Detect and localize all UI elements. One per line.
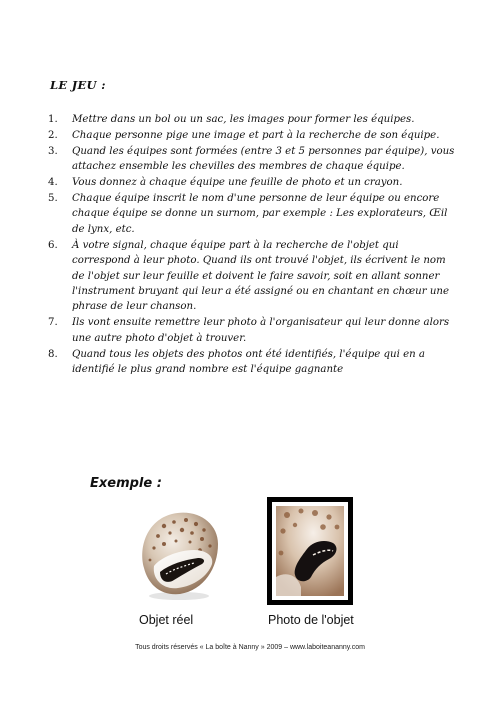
- list-item: [46, 315, 456, 346]
- footer-copyright: Tous droits réservés « La boîte à Nanny » 2009 – www.laboiteananny.com: [135, 644, 365, 651]
- item-number: 7.: [48, 317, 58, 329]
- item-text: Quand les équipes sont formées (entre 3 et 5 personnes par équipe), vous attachez ensemble les chevilles des membres de chaque équipe.: [72, 145, 455, 173]
- item-text: Mettre dans un bol ou un sac, les images pour former les équipes.: [72, 114, 415, 125]
- cowrie-shell-image: [134, 506, 224, 602]
- list-item: [46, 347, 456, 378]
- photo-object-caption: Photo de l'objet: [268, 613, 354, 627]
- item-number: 5.: [48, 193, 58, 205]
- item-text: Ils vont ensuite remettre leur photo à l'organisateur qui leur donne alors une autre photo d'objet à trouver.: [72, 317, 450, 344]
- item-number: 4.: [48, 177, 58, 189]
- photo-frame-image: [267, 497, 353, 605]
- item-text: À votre signal, chaque équipe part à la recherche de l'objet qui correspond à leur photo. Quand ils ont trouvé l'objet, ils écrivent le nom de l'objet sur leur feuille et doivent le faire savoir, soit en allant sonner l'instrument bruyant qui leur a été assigné ou en chantant en chœur une phrase de leur chanson.: [72, 239, 449, 313]
- item-text: Chaque équipe inscrit le nom d'une personne de leur équipe ou encore chaque équipe se donne un surnom, par exemple : Les explorateurs, Œil de lynx, etc.: [72, 193, 448, 235]
- item-text: Vous donnez à chaque équipe une feuille de photo et un crayon.: [72, 177, 403, 189]
- page-title: LE JEU :: [50, 78, 106, 92]
- example-label: Exemple :: [90, 476, 162, 491]
- item-number: 8.: [48, 348, 58, 360]
- item-text: Quand tous les objets des photos ont été identifiés, l'équipe qui en a identifié le plus grand nombre est l'équipe gagnante: [72, 348, 426, 375]
- rules-list: [46, 112, 456, 378]
- list-item: [46, 238, 456, 315]
- item-number: 2.: [48, 129, 58, 141]
- list-item: [46, 191, 456, 237]
- item-number: 1.: [48, 114, 58, 125]
- item-text: Chaque personne pige une image et part à la recherche de son équipe.: [72, 129, 440, 141]
- list-item: [46, 128, 456, 143]
- real-object-caption: Objet réel: [139, 613, 194, 627]
- list-item: [46, 175, 456, 190]
- item-number: 6.: [48, 239, 58, 251]
- list-item: [46, 144, 456, 175]
- item-number: 3.: [48, 145, 58, 157]
- list-item: [46, 112, 456, 127]
